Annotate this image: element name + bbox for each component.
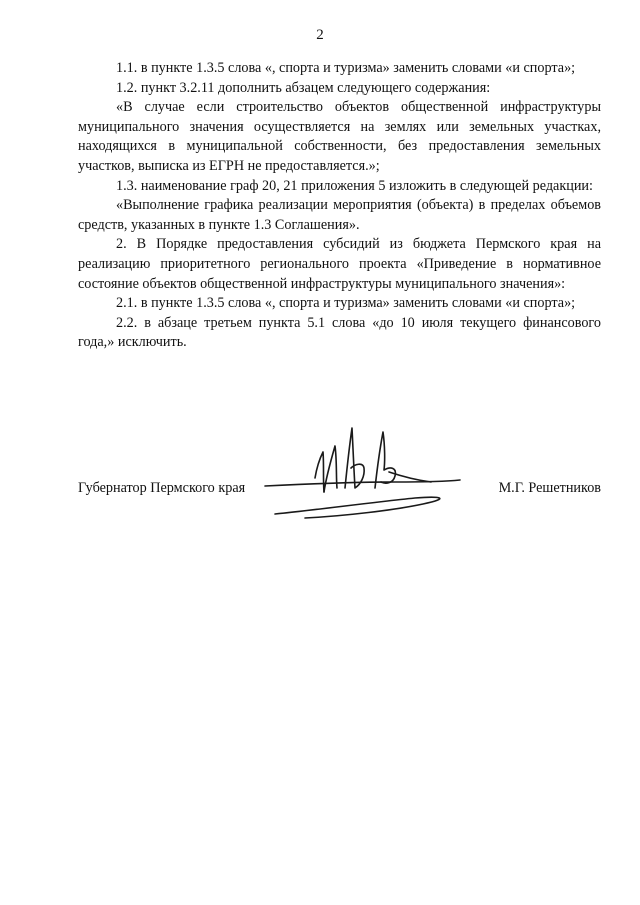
- paragraph-1-2-quote: «В случае если строительство объектов общественной инфраструктуры муниципального значения осуществляется на землях или земельных участках, находящихся в муниципальной собственности, без предоставления земельных участков, выписка из ЕГРН не предоставляется.»;: [78, 99, 601, 174]
- document-body: [78, 59, 601, 353]
- page-number: 2: [316, 27, 324, 43]
- paragraph-1-3-quote: «Выполнение графика реализации мероприятия (объекта) в пределах объемов средств, указанных в пункте 1.3 Соглашения».: [78, 197, 601, 233]
- paragraph-2-1: 2.1. в пункте 1.3.5 слова «, спорта и туризма» заменить словами «и спорта»;: [116, 295, 576, 312]
- signer-name: М.Г. Решетников: [498, 480, 601, 496]
- paragraph-1-3: 1.3. наименование граф 20, 21 приложения 5 изложить в следующей редакции:: [116, 177, 593, 194]
- handwritten-signature: [205, 422, 465, 532]
- paragraph-2: 2. В Порядке предоставления субсидий из бюджета Пермского края на реализацию приоритетного регионального проекта «Приведение в нормативное состояние объектов общественной инфраструктуры муниципального значения»:: [78, 236, 601, 292]
- paragraph-2-2: 2.2. в абзаце третьем пункта 5.1 слова «до 10 июля текущего финансового года,» исключить.: [78, 314, 601, 351]
- paragraph-1-1: 1.1. в пункте 1.3.5 слова «, спорта и туризма» заменить словами «и спорта»;: [116, 60, 576, 76]
- paragraph-1-2: 1.2. пункт 3.2.11 дополнить абзацем следующего содержания:: [116, 79, 491, 96]
- signer-title: Губернатор Пермского края: [78, 480, 246, 496]
